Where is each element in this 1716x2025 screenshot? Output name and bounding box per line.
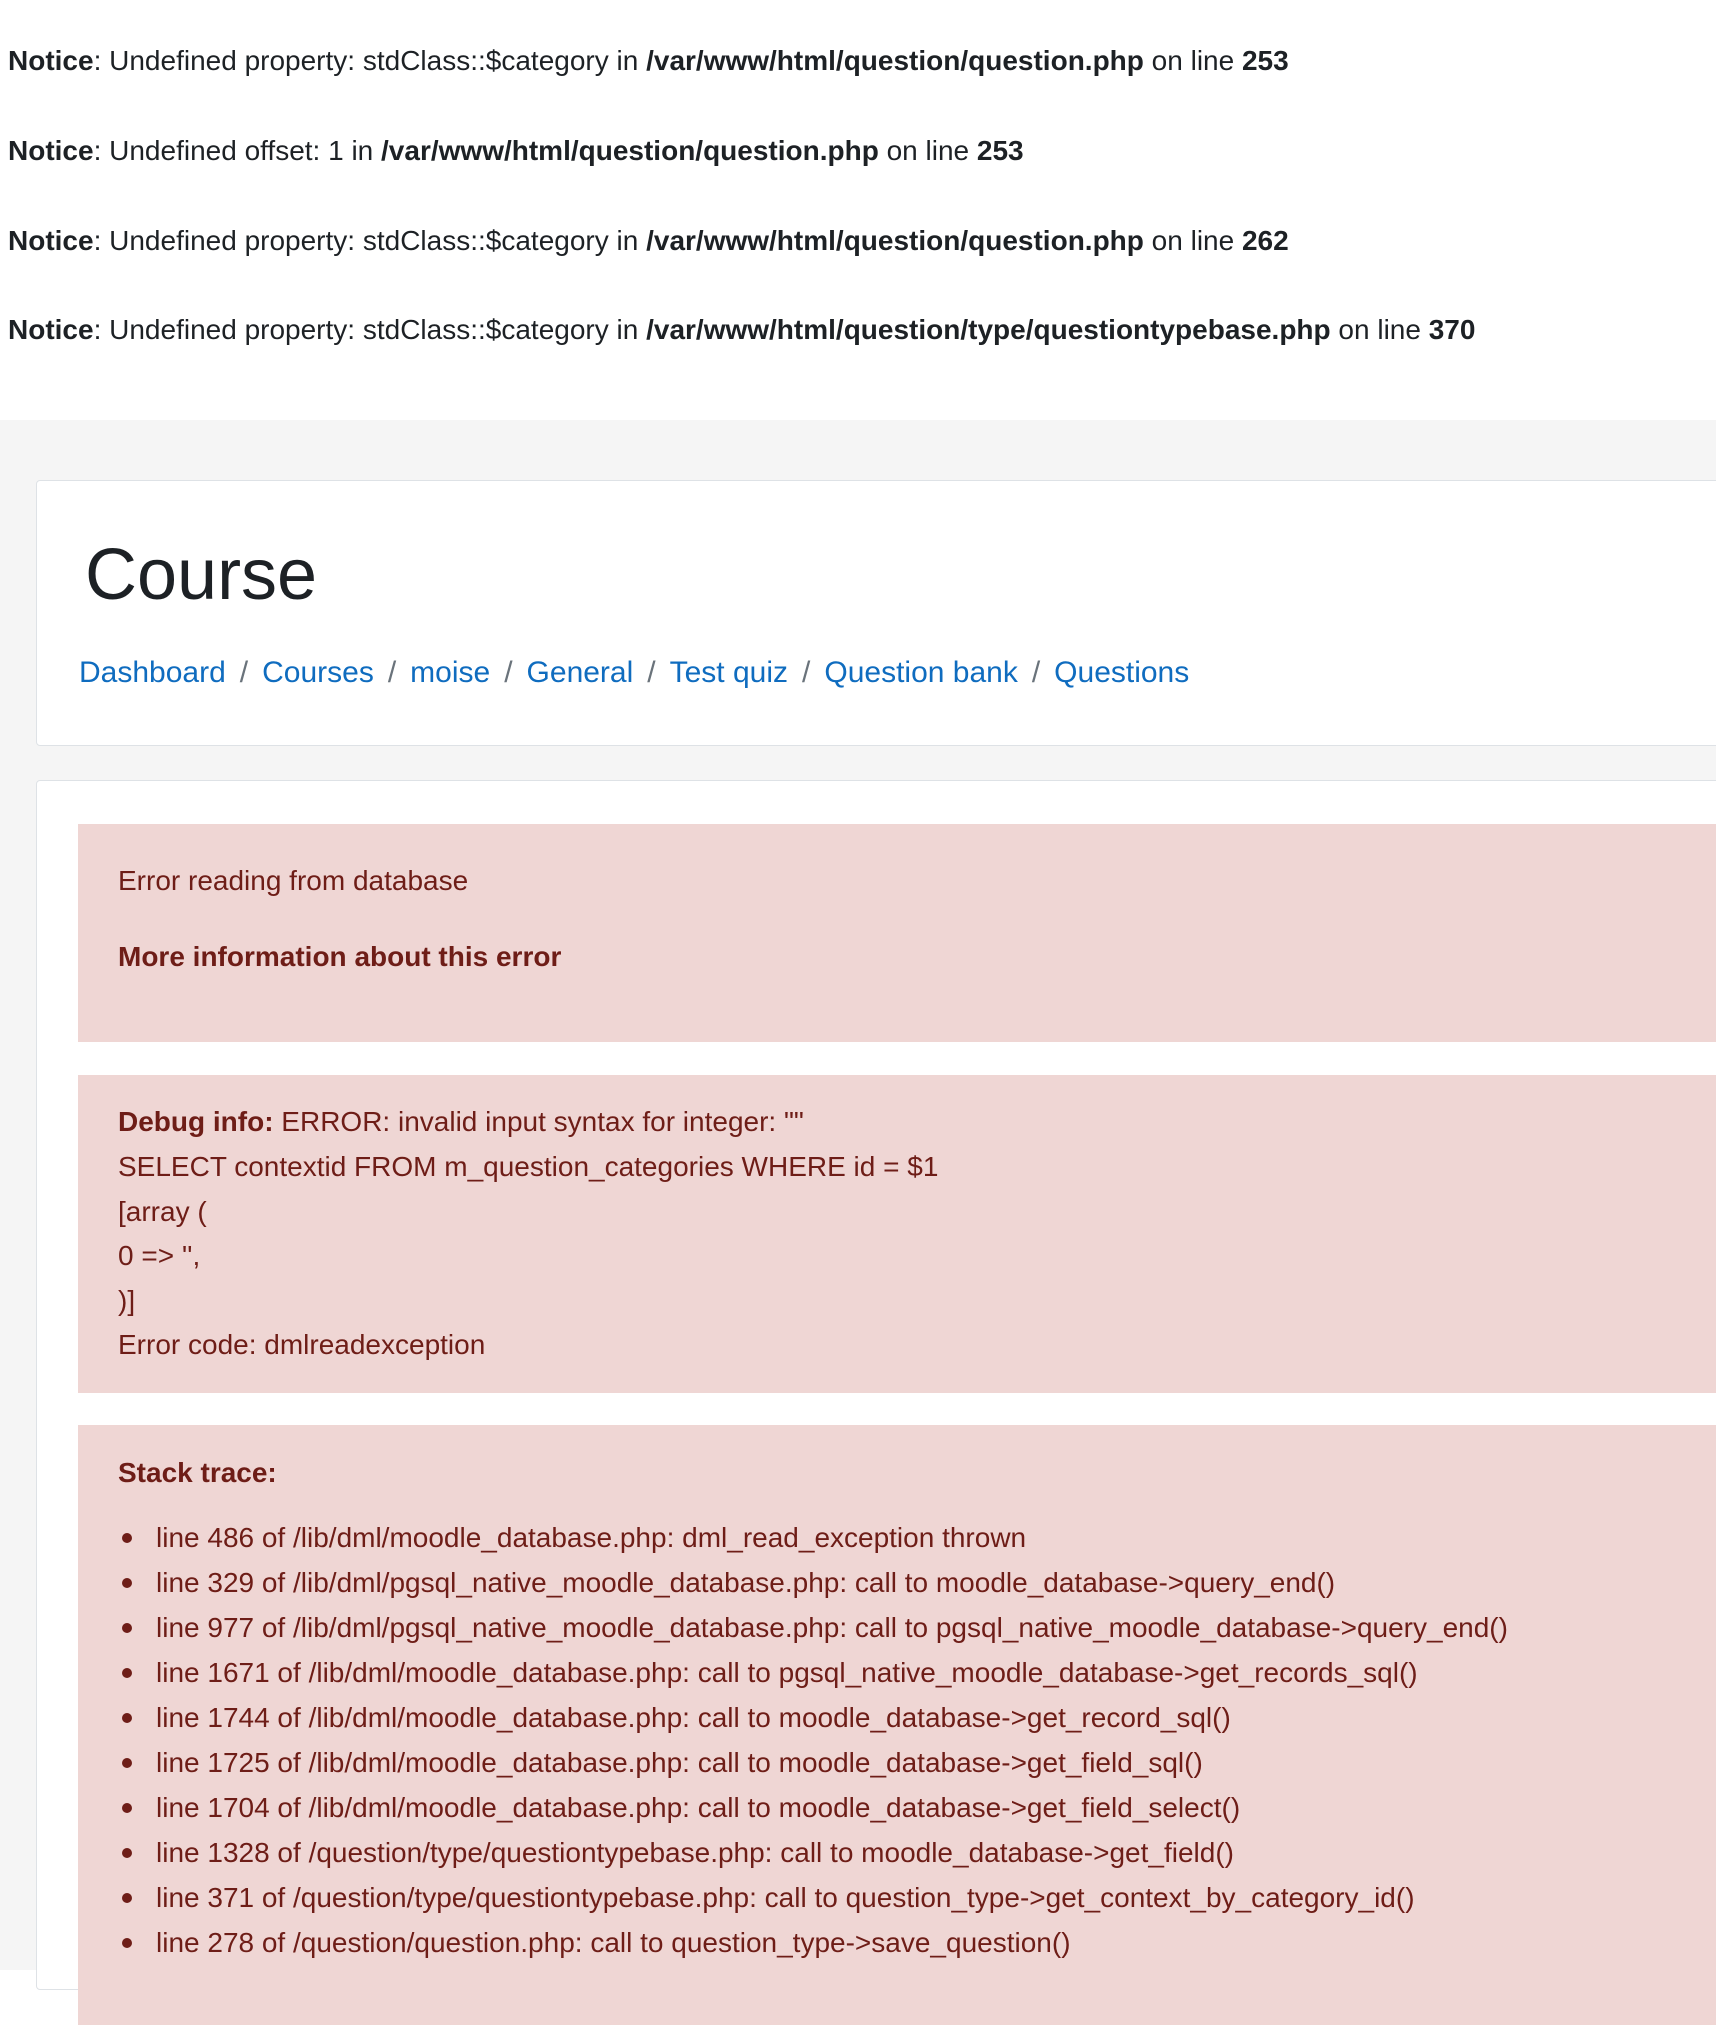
stack-trace-item: line 1744 of /lib/dml/moodle_database.php: call to moodle_database->get_record_sql()	[118, 1695, 1508, 1740]
breadcrumb-separator: /	[239, 656, 249, 689]
more-info-link[interactable]: More information about this error	[118, 941, 562, 972]
debug-sql-line: SELECT contextid FROM m_question_categories WHERE id = $1	[118, 1151, 939, 1182]
breadcrumb-test-quiz[interactable]: Test quiz	[669, 656, 789, 689]
breadcrumb	[79, 653, 1189, 693]
debug-info-text: ERROR: invalid input syntax for integer: ""	[273, 1106, 804, 1137]
bullet-icon	[122, 1623, 132, 1633]
breadcrumb-courses[interactable]: Courses	[262, 656, 374, 689]
bullet-icon	[122, 1533, 132, 1543]
breadcrumb-separator: /	[647, 656, 656, 689]
stack-trace-item: line 1328 of /question/type/questiontypebase.php: call to moodle_database->get_field()	[118, 1830, 1508, 1875]
error-code-line: Error code: dmlreadexception	[118, 1329, 486, 1360]
error-message: Error reading from database	[118, 865, 469, 896]
stack-trace-item: line 278 of /question/question.php: call to question_type->save_question()	[118, 1920, 1508, 1965]
php-notices	[0, 30, 1716, 420]
main-content	[36, 780, 1716, 1990]
bullet-icon	[122, 1803, 132, 1813]
debug-info-alert	[78, 1075, 1716, 1393]
breadcrumb-separator: /	[802, 656, 811, 689]
breadcrumb-question-bank[interactable]: Question bank	[824, 656, 1018, 689]
breadcrumb-questions[interactable]: Questions	[1054, 656, 1190, 689]
debug-info-label: Debug info:	[118, 1106, 274, 1137]
bullet-icon	[122, 1848, 132, 1858]
stack-trace-label: Stack trace:	[118, 1457, 277, 1488]
stack-trace-item: line 1704 of /lib/dml/moodle_database.php: call to moodle_database->get_field_select()	[118, 1785, 1508, 1830]
stack-trace-list	[118, 1515, 1508, 1965]
debug-params-line: [array (	[118, 1196, 207, 1227]
bullet-icon	[122, 1938, 132, 1948]
breadcrumb-separator: /	[1031, 656, 1041, 689]
breadcrumb-dashboard[interactable]: Dashboard	[79, 656, 226, 689]
stack-trace-item: line 329 of /lib/dml/pgsql_native_moodle_database.php: call to moodle_database->query_end()	[118, 1560, 1508, 1605]
breadcrumb-separator: /	[387, 656, 397, 689]
bullet-icon	[122, 1668, 132, 1678]
bullet-icon	[122, 1578, 132, 1588]
stack-trace-item: line 371 of /question/type/questiontypebase.php: call to question_type->get_context_by_category_id()	[118, 1875, 1508, 1920]
page-header	[36, 480, 1716, 746]
stack-trace-item: line 977 of /lib/dml/pgsql_native_moodle_database.php: call to pgsql_native_moodle_database->query_end()	[118, 1605, 1508, 1650]
error-alert	[78, 824, 1716, 1042]
left-edge	[0, 420, 8, 1970]
debug-info-line	[118, 1100, 804, 1144]
bullet-icon	[122, 1758, 132, 1768]
stack-trace-item: line 1671 of /lib/dml/moodle_database.php: call to pgsql_native_moodle_database->get_records_sql()	[118, 1650, 1508, 1695]
bullet-icon	[122, 1713, 132, 1723]
breadcrumb-course-moise[interactable]: moise	[410, 656, 491, 689]
debug-params-line: 0 => '',	[118, 1240, 201, 1271]
notice-line: Notice: Undefined property: stdClass::$category in /var/www/html/question/question.php on line 262	[8, 225, 1289, 256]
breadcrumb-general[interactable]: General	[526, 656, 634, 689]
debug-params-line: )]	[118, 1285, 136, 1316]
page-title: Course	[85, 535, 318, 615]
breadcrumb-separator: /	[504, 656, 513, 689]
stack-trace-item: line 486 of /lib/dml/moodle_database.php: dml_read_exception thrown	[118, 1515, 1508, 1560]
notice-line: Notice: Undefined offset: 1 in /var/www/html/question/question.php on line 253	[8, 135, 1024, 166]
stack-trace-item: line 1725 of /lib/dml/moodle_database.php: call to moodle_database->get_field_sql()	[118, 1740, 1508, 1785]
notice-line: Notice: Undefined property: stdClass::$category in /var/www/html/question/question.php on line 253	[8, 45, 1289, 76]
stack-trace-alert	[78, 1425, 1716, 2025]
notice-line: Notice: Undefined property: stdClass::$category in /var/www/html/question/type/questiontypebase.php on line 370	[8, 314, 1476, 345]
bullet-icon	[122, 1893, 132, 1903]
